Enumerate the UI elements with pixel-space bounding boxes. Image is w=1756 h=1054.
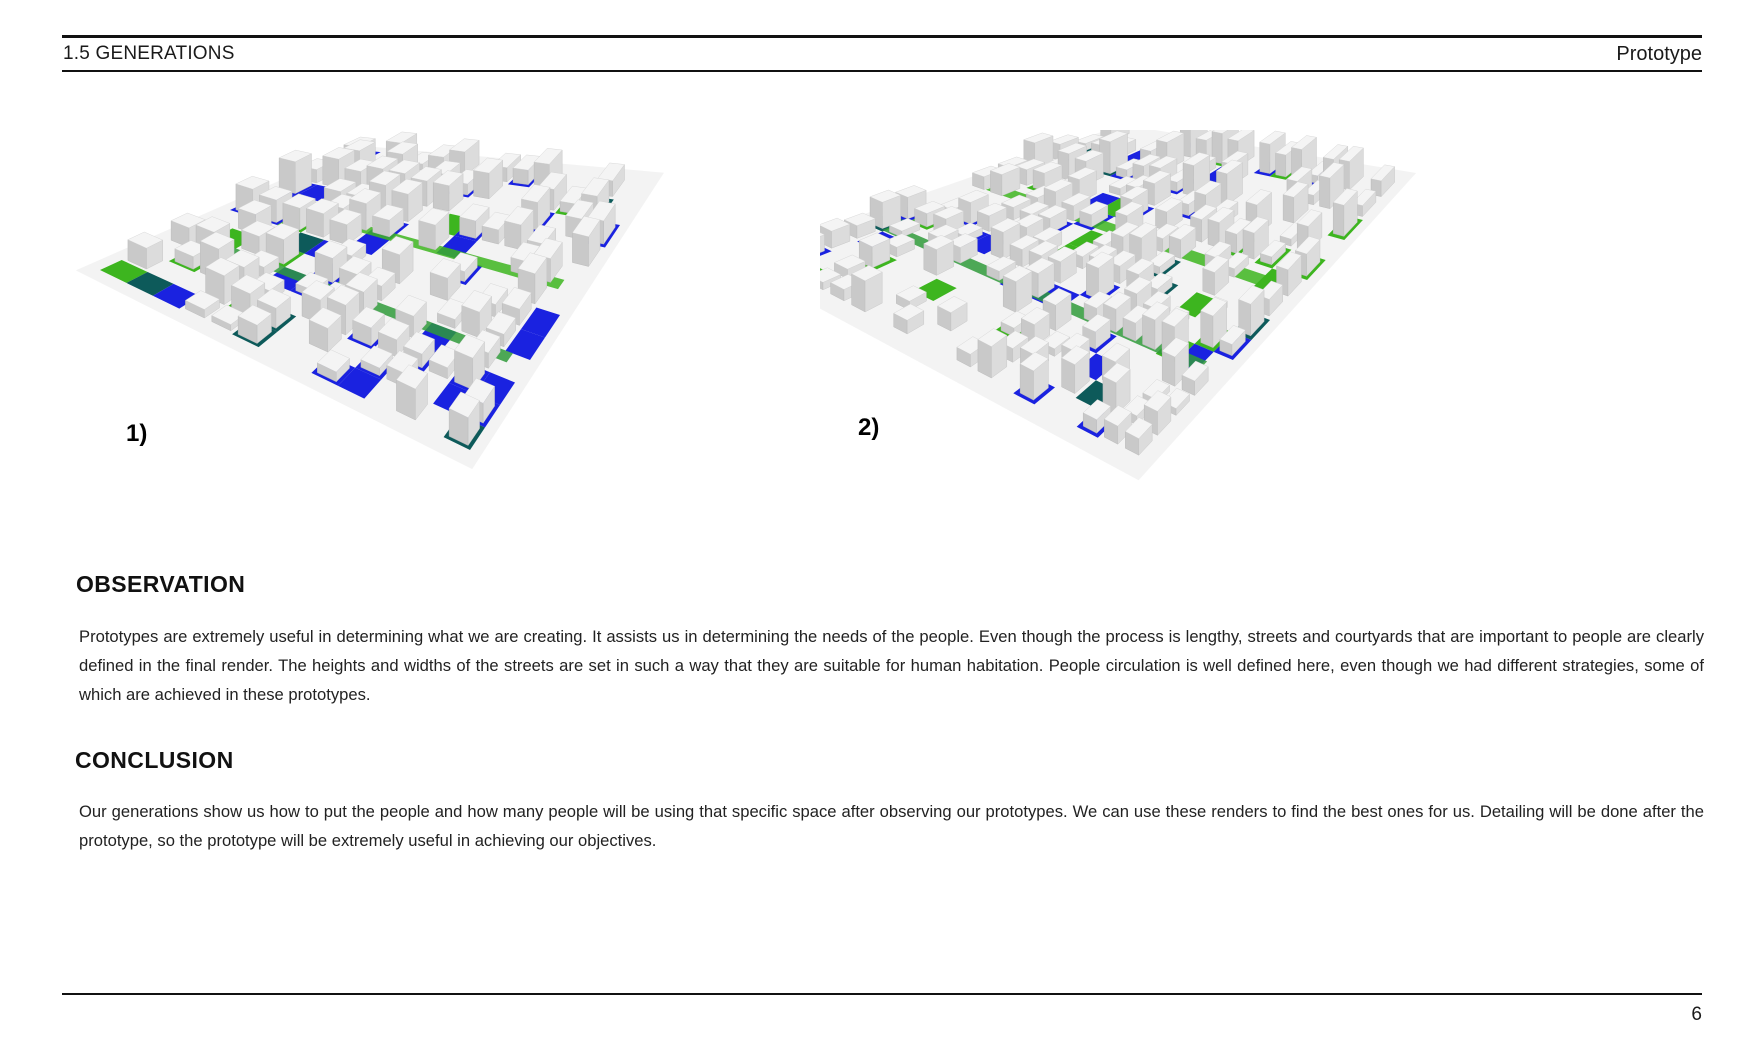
document-section-title: 1.5 GENERATIONS <box>63 43 235 64</box>
render-label-2: 2) <box>858 414 880 441</box>
conclusion-paragraph: Our generations show us how to put the people and how many people will be using that specific space after observing our prototypes. We can use these renders to find the best ones for us. Detailing will be done after the prototype, so the prototype will be extremely useful in achieving our objectives. <box>79 802 1704 850</box>
conclusion-heading: CONCLUSION <box>75 747 234 773</box>
document-chapter-title: Prototype <box>1616 43 1702 65</box>
prototype-render-1 <box>30 130 790 525</box>
footer-rule <box>62 993 1702 995</box>
city-block-render-icon <box>30 130 790 525</box>
observation-heading: OBSERVATION <box>76 571 246 597</box>
page-number: 6 <box>1691 1004 1702 1025</box>
observation-paragraph: Prototypes are extremely useful in determining what we are creating. It assists us in determining the needs of the people. Even though the process is lengthy, streets and courtyards that are important to people are clearly defined in the final render. The heights and widths of the streets are set in such a way that they are suitable for human habitation. People circulation is well defined here, even though we had different strategies, some of which are achieved in these prototypes. <box>79 627 1704 704</box>
header-top-rule <box>62 35 1702 38</box>
header-bottom-rule <box>62 70 1702 72</box>
city-block-render-icon <box>820 130 1620 550</box>
render-label-1: 1) <box>126 420 148 447</box>
prototype-render-2 <box>820 130 1620 550</box>
